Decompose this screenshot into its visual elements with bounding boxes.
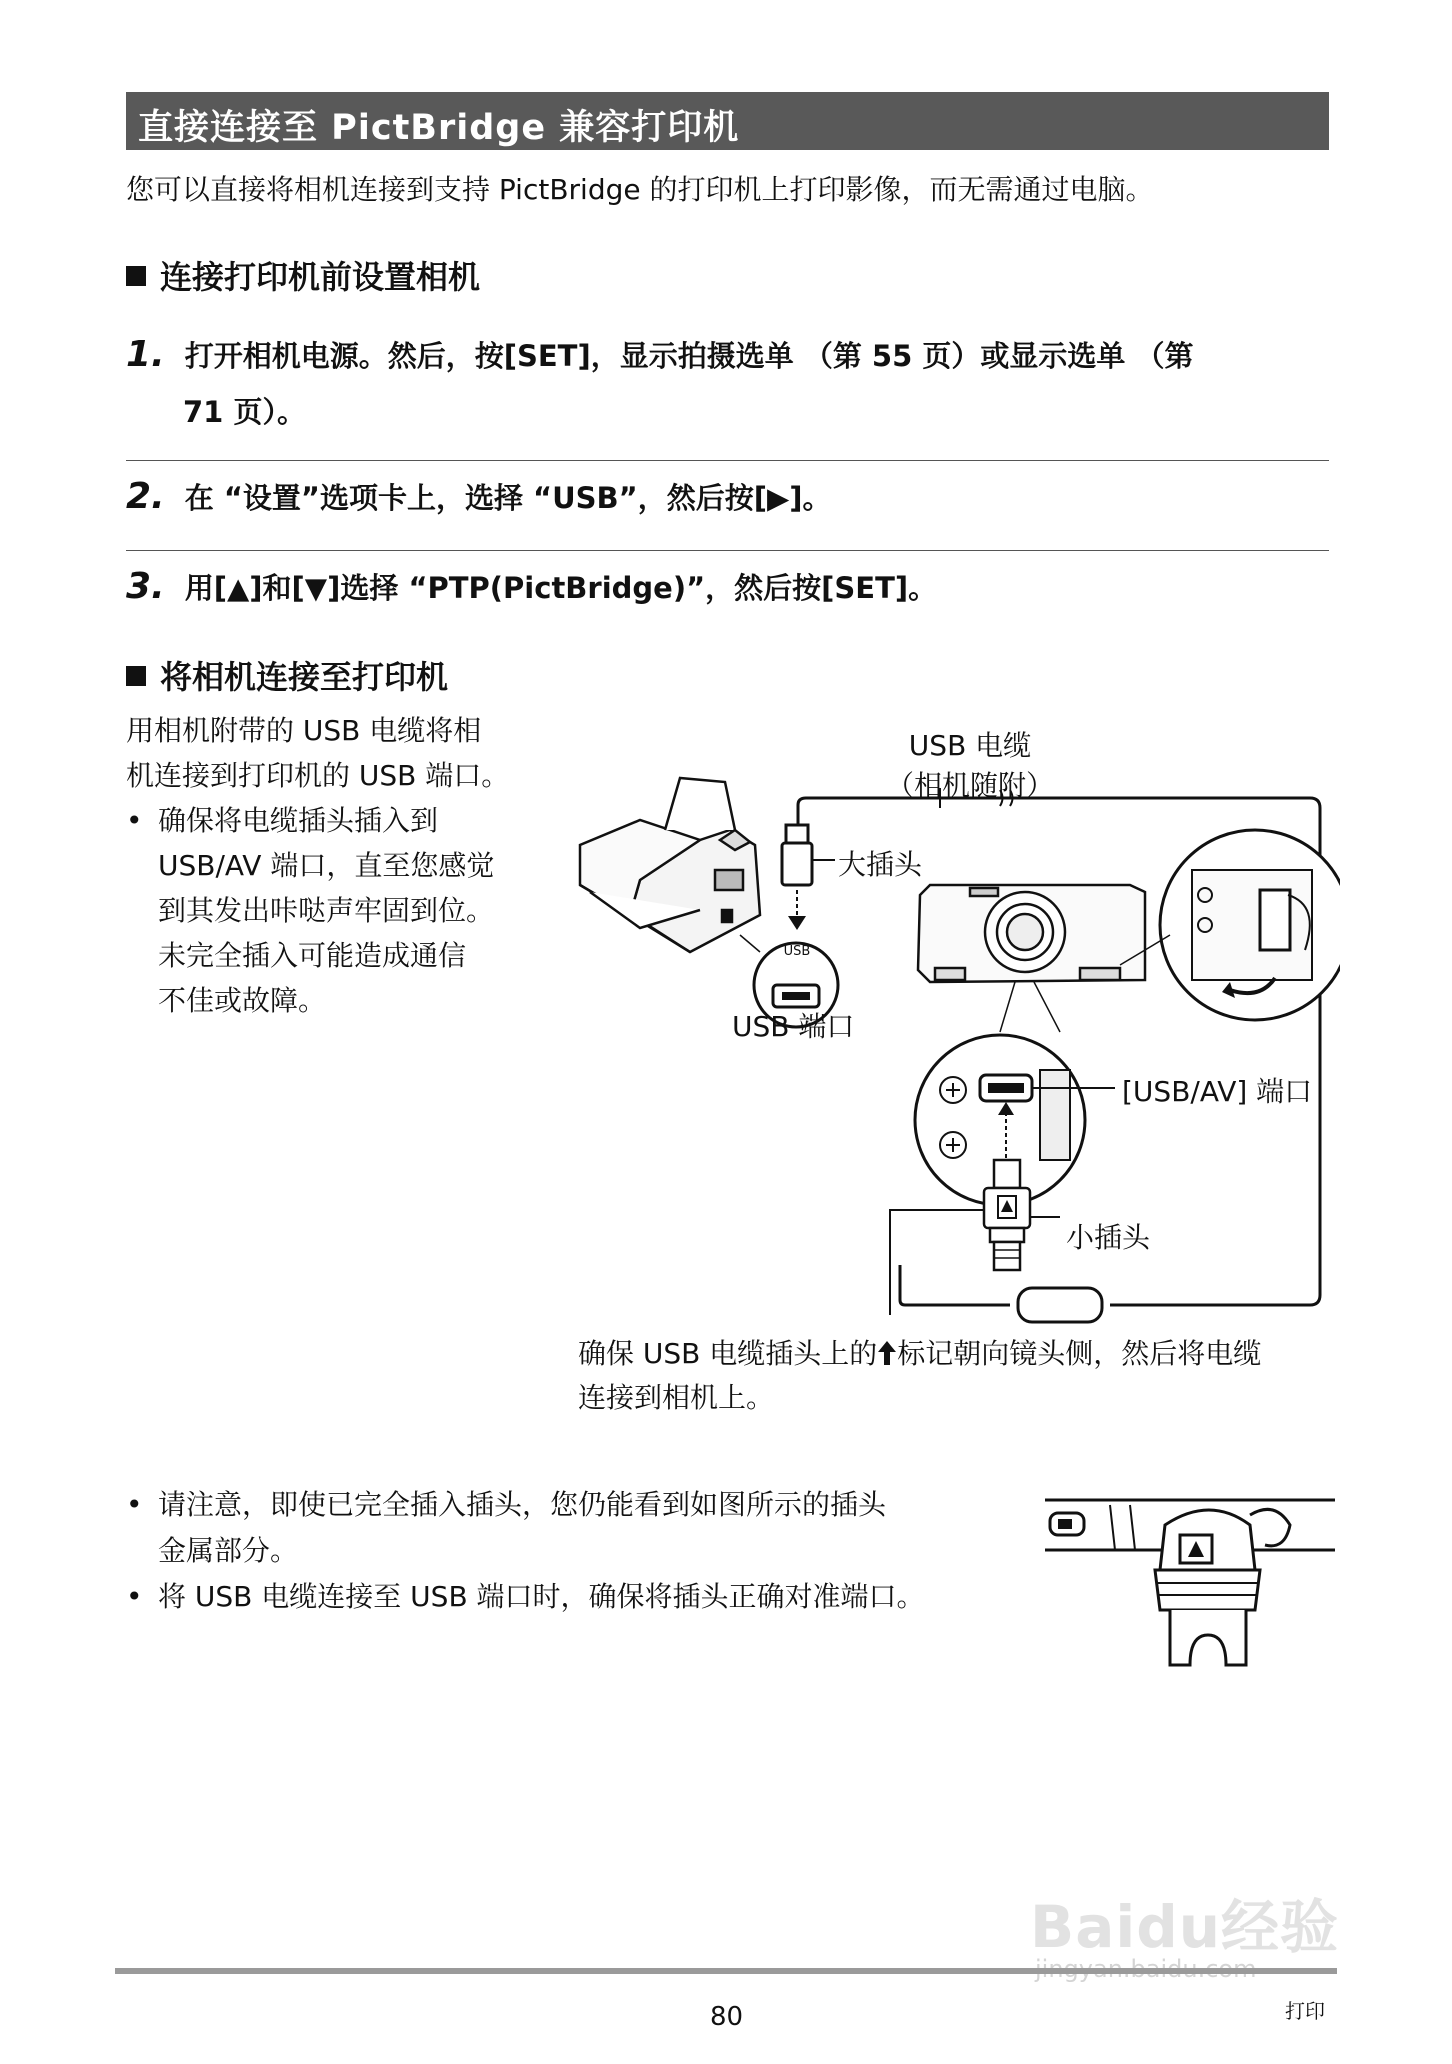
label-line: USB 电缆	[908, 729, 1032, 762]
connection-diagram	[560, 720, 1340, 1340]
ferrite-core-icon	[1018, 1288, 1102, 1322]
caption-line	[578, 1332, 1261, 1376]
divider	[126, 550, 1329, 551]
text-line: 请注意，即使已完全插入插头，您仍能看到如图所示的插头	[158, 1488, 887, 1521]
small-plug-label: 小插头	[1066, 1221, 1151, 1254]
square-bullet-icon	[126, 666, 146, 686]
footer-rule	[115, 1968, 1337, 1974]
step-1-continued: 71 页）。	[183, 395, 306, 429]
page-number: 80	[710, 2002, 744, 2032]
bullet-item	[126, 798, 546, 1023]
label-line: （相机随附）	[885, 769, 1054, 802]
connect-instructions	[126, 708, 546, 1023]
text-line: 不佳或故障。	[158, 984, 327, 1017]
bullet-icon: •	[126, 1488, 143, 1521]
step-3	[126, 566, 937, 607]
text-line: 机连接到打印机的 USB 端口。	[126, 759, 510, 792]
step-2	[126, 476, 832, 517]
caption-text: 确保 USB 电缆插头上的	[578, 1337, 878, 1370]
subsection-title: 将相机连接至打印机	[160, 658, 449, 696]
usbav-port-label: [USB/AV] 端口	[1122, 1075, 1313, 1108]
subsection-heading-connect	[126, 652, 448, 698]
step-1	[126, 334, 1193, 375]
text-line: 到其发出咔哒声牢固到位。	[158, 894, 495, 927]
step-number: 3.	[126, 566, 165, 607]
note-item	[126, 1574, 1026, 1620]
usb-port-icon-text: USB	[783, 944, 811, 959]
text-line: 将 USB 电缆连接至 USB 端口时，确保将插头正确对准端口。	[158, 1580, 925, 1613]
usb-port-label: USB 端口	[732, 1010, 855, 1043]
notes-list	[126, 1482, 1026, 1620]
divider	[126, 460, 1329, 461]
step-number: 1.	[126, 334, 165, 375]
step-text: 在 “设置”选项卡上，选择 “USB”，然后按[▶]。	[184, 481, 832, 515]
caption-text: 标记朝向镜头侧，然后将电缆	[897, 1337, 1262, 1370]
square-bullet-icon	[126, 266, 146, 286]
subsection-heading-setup	[126, 252, 480, 298]
bullet-icon: •	[126, 1580, 143, 1613]
note-item	[126, 1482, 1026, 1574]
camera-port-zoom-icon	[1160, 830, 1340, 1020]
usb-cable-label	[885, 724, 1055, 804]
bullet-icon: •	[126, 804, 143, 837]
text-line: 金属部分。	[158, 1534, 299, 1567]
plug-closeup-illustration	[1040, 1495, 1340, 1675]
caption-line: 连接到相机上。	[578, 1381, 775, 1414]
step-number: 2.	[126, 476, 165, 517]
watermark-logo: Baidu经验	[1030, 1893, 1340, 1961]
intro-text: 您可以直接将相机连接到支持 PictBridge 的打印机上打印影像，而无需通过电脑。	[126, 173, 1154, 206]
footer-section: 打印	[1285, 1999, 1325, 2023]
large-plug-icon	[782, 825, 812, 930]
step-text: 打开相机电源。然后，按[SET]，显示拍摄选单 （第 55 页）或显示选单 （第	[184, 339, 1194, 373]
section-title-bar	[126, 92, 1329, 150]
printer-icon	[580, 778, 760, 952]
camera-icon	[918, 885, 1145, 982]
text-line: USB/AV 端口，直至您感觉	[158, 849, 495, 882]
arrow-up-mark-icon	[877, 1340, 897, 1366]
text-line: 确保将电缆插头插入到	[158, 804, 439, 837]
text-line: 未完全插入可能造成通信	[158, 939, 467, 972]
subsection-title: 连接打印机前设置相机	[160, 258, 481, 296]
step-text: 用[▲]和[▼]选择 “PTP(PictBridge)”，然后按[SET]。	[184, 571, 938, 605]
section-title: 直接连接至 PictBridge 兼容打印机	[138, 108, 740, 148]
text-line: 用相机附带的 USB 电缆将相	[126, 714, 482, 747]
diagram-caption	[578, 1332, 1261, 1420]
large-plug-label: 大插头	[838, 848, 923, 881]
